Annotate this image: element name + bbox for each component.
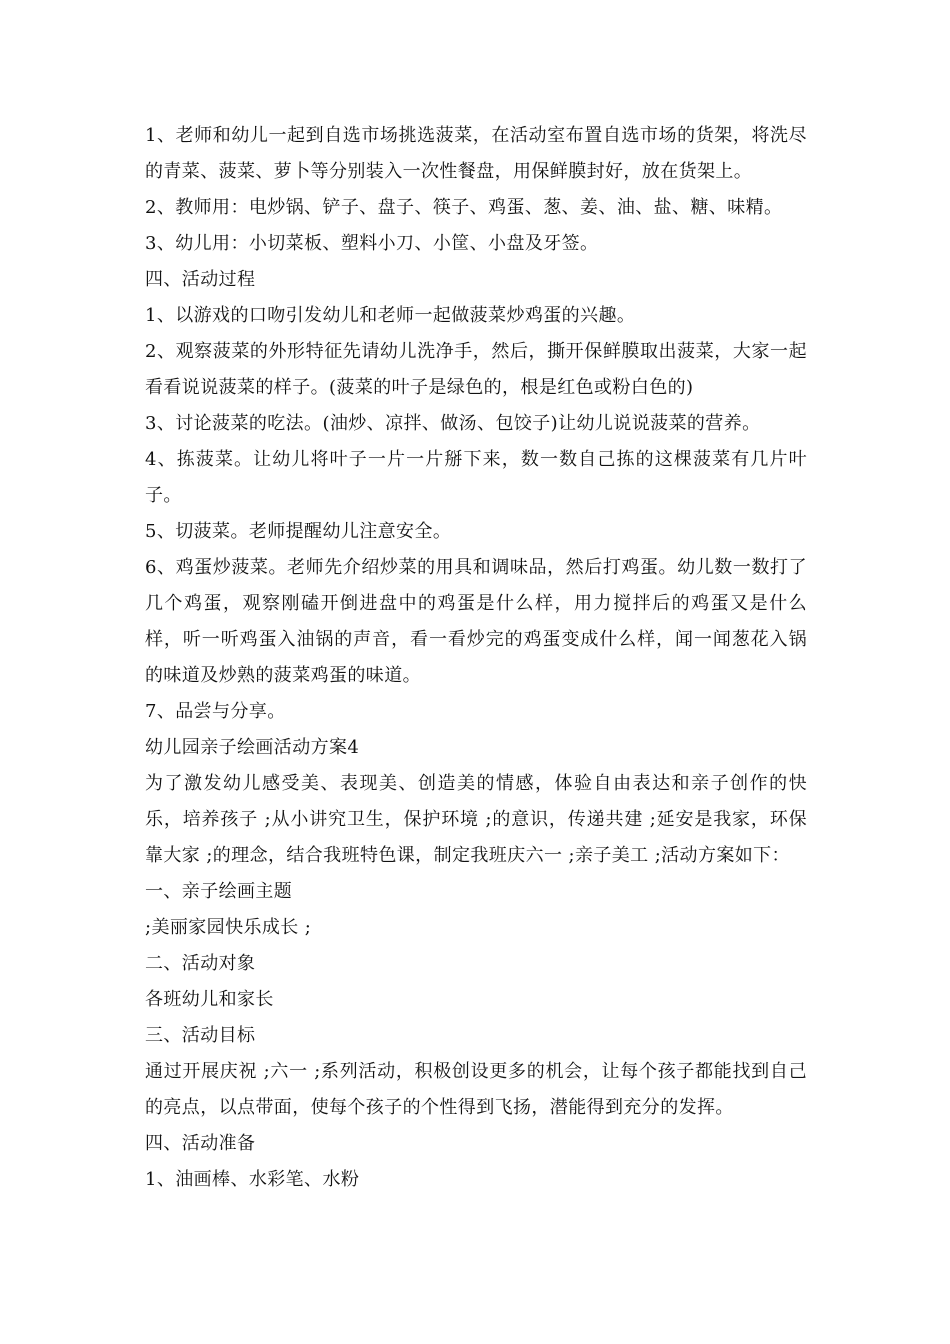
paragraph: 各班幼儿和家长 [145,989,274,1010]
section-heading: 三、活动目标 [145,1025,256,1046]
paragraph: 7、品尝与分享。 [145,701,286,722]
document-title: 幼儿园亲子绘画活动方案4 [145,737,360,758]
paragraph: 为了激发幼儿感受美、表现美、创造美的情感，体验自由表达和亲子创作的快乐，培养孩子 ;从小讲究卫生，保护环境 ;的意识，传递共建 ;延安是我家，环保靠大家 ;的理念，结合我班特色课，制定我班庆六一 ;亲子美工 ;活动方案如下： [145,773,807,866]
section-heading: 一、亲子绘画主题 [145,881,293,902]
section-heading: 四、活动过程 [145,269,256,290]
paragraph: 通过开展庆祝 ;六一 ;系列活动，积极创设更多的机会，让每个孩子都能找到自己的亮点，以点带面，使每个孩子的个性得到飞扬，潜能得到充分的发挥。 [145,1061,807,1118]
paragraph: 3、幼儿用：小切菜板、塑料小刀、小筐、小盘及牙签。 [145,233,599,254]
paragraph: 2、教师用：电炒锅、铲子、盘子、筷子、鸡蛋、葱、姜、油、盐、糖、味精。 [145,197,783,218]
paragraph: 1、以游戏的口吻引发幼儿和老师一起做菠菜炒鸡蛋的兴趣。 [145,305,636,326]
paragraph: ;美丽家园快乐成长 ; [145,917,312,938]
paragraph: 6、鸡蛋炒菠菜。老师先介绍炒菜的用具和调味品，然后打鸡蛋。幼儿数一数打了几个鸡蛋，观察刚磕开倒进盘中的鸡蛋是什么样，用力搅拌后的鸡蛋又是什么样，听一听鸡蛋入油锅的声音，看一看炒完的鸡蛋变成什么样，闻一闻葱花入锅的味道及炒熟的菠菜鸡蛋的味道。 [145,557,807,686]
section-heading: 四、活动准备 [145,1133,256,1154]
paragraph: 1、老师和幼儿一起到自选市场挑选菠菜，在活动室布置自选市场的货架，将洗尽的青菜、菠菜、萝卜等分别装入一次性餐盘，用保鲜膜封好，放在货架上。 [145,125,807,182]
paragraph: 4、拣菠菜。让幼儿将叶子一片一片掰下来，数一数自己拣的这棵菠菜有几片叶子。 [145,449,807,506]
paragraph: 1、油画棒、水彩笔、水粉 [145,1169,360,1190]
paragraph: 2、观察菠菜的外形特征先请幼儿洗净手，然后，撕开保鲜膜取出菠菜，大家一起看看说说菠菜的样子。(菠菜的叶子是绿色的，根是红色或粉白色的) [145,341,807,398]
paragraph: 3、讨论菠菜的吃法。(油炒、凉拌、做汤、包饺子)让幼儿说说菠菜的营养。 [145,413,761,434]
document-body [145,118,807,1198]
paragraph: 5、切菠菜。老师提醒幼儿注意安全。 [145,521,452,542]
section-heading: 二、活动对象 [145,953,256,974]
